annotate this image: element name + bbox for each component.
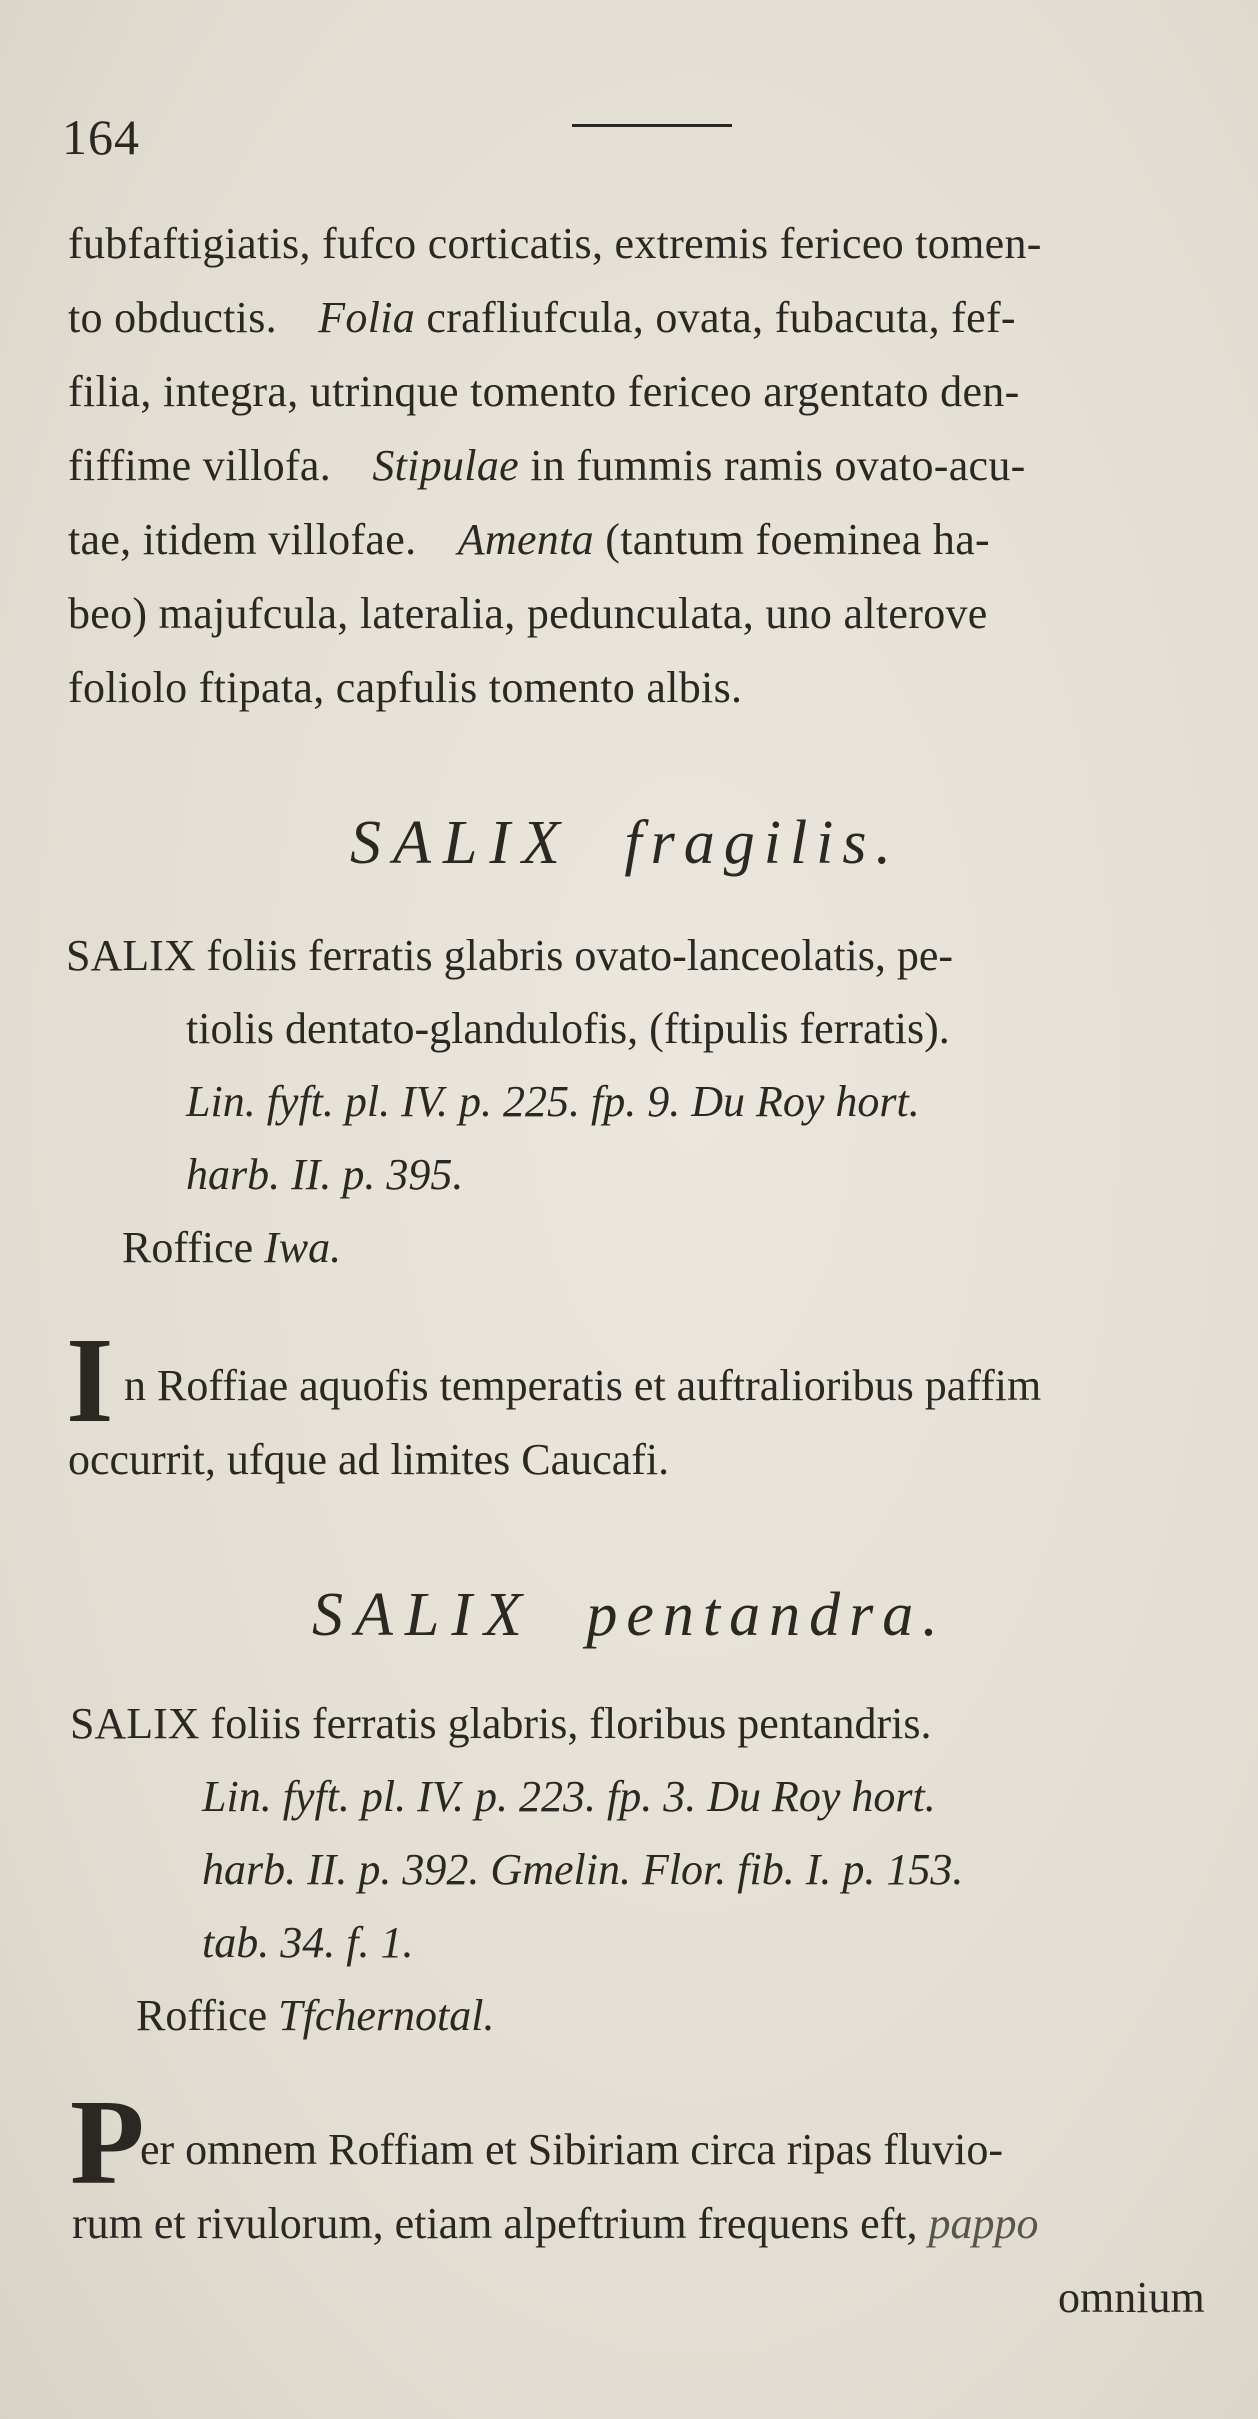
- species-heading: SALIX pentandra.: [312, 1581, 947, 1649]
- vernacular-name: Roffice Iwa.: [122, 1223, 342, 1272]
- reference-line: harb. II. p. 392. Gmelin. Flor. fib. I. p. 153.: [202, 1845, 964, 1894]
- text-line: to obductis. Folia crafliufcula, ovata, fubacuta, fef-: [68, 293, 1016, 342]
- text-line: er omnem Roffiam et Sibiriam circa ripas fluvio-: [140, 2125, 1004, 2174]
- reference-line: harb. II. p. 395.: [186, 1150, 464, 1199]
- reference-line: tab. 34. f. 1.: [202, 1918, 414, 1967]
- synonym-line: SALIX foliis ferratis glabris ovato-lanceolatis, pe-: [66, 931, 954, 980]
- text-line: fubfaftigiatis, fufco corticatis, extremis fericeo tomen-: [68, 219, 1042, 268]
- text-line: n Roffiae aquofis temperatis et auftralioribus paffim: [124, 1361, 1042, 1410]
- reference-line: Lin. fyft. pl. IV. p. 225. fp. 9. Du Roy hort.: [186, 1077, 920, 1126]
- species-heading: SALIX fragilis.: [350, 809, 901, 877]
- drop-cap: P: [70, 2075, 145, 2210]
- text-line: filia, integra, utrinque tomento fericeo argentato den-: [68, 367, 1020, 416]
- text-line: occurrit, ufque ad limites Caucafi.: [68, 1435, 670, 1484]
- text-line: beo) majufcula, lateralia, pedunculata, uno alterove: [68, 589, 988, 638]
- synonym-line: SALIX foliis ferratis glabris, floribus pentandris.: [70, 1699, 932, 1748]
- header-rule: [572, 124, 732, 127]
- text-line: fiffime villofa. Stipulae in fummis ramis ovato-acu-: [68, 441, 1026, 490]
- page-number: 164: [62, 109, 140, 165]
- text-line: foliolo ftipata, capfulis tomento albis.: [68, 663, 743, 712]
- synonym-line: tiolis dentato-glandulofis, (ftipulis ferratis).: [186, 1004, 950, 1053]
- reference-line: Lin. fyft. pl. IV. p. 223. fp. 3. Du Roy hort.: [202, 1772, 936, 1821]
- drop-cap: I: [66, 1313, 114, 1448]
- text-line: tae, itidem villofae. Amenta (tantum foeminea ha-: [68, 515, 990, 564]
- vernacular-name: Roffice Tfchernotal.: [136, 1991, 495, 2040]
- catchword: omnium: [1058, 2273, 1205, 2322]
- text-line: rum et rivulorum, etiam alpeftrium frequens eft, pappo: [72, 2199, 1039, 2248]
